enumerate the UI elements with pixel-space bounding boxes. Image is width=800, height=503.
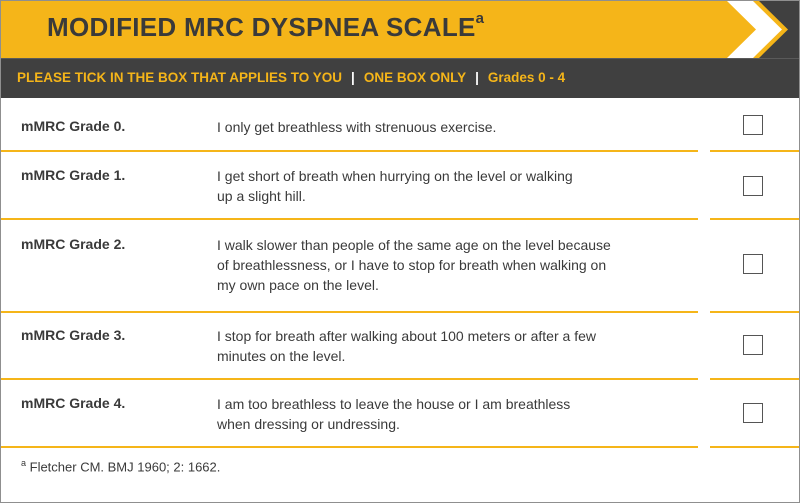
grade-description: I only get breathless with strenuous exercise. — [217, 119, 497, 135]
grade-label: mMRC Grade 4. — [21, 395, 126, 411]
page-title: MODIFIED MRC DYSPNEA SCALE$^a$ — [47, 10, 485, 42]
grade-label: mMRC Grade 1. — [21, 167, 126, 183]
grade-description: I get short of breath when hurrying on the level or walking up a slight hill. — [217, 168, 573, 204]
grade-row-2 — [1, 220, 799, 311]
grade-row-4 — [1, 380, 799, 446]
grade-2-checkbox[interactable] — [743, 254, 763, 274]
grade-description: I am too breathless to leave the house or I am breathless when dressing or undressing. — [217, 396, 571, 432]
grade-row-3 — [1, 313, 799, 378]
grade-label: mMRC Grade 3. — [21, 327, 126, 343]
instruction-tick-box: PLEASE TICK IN THE BOX THAT APPLIES TO YOU — [17, 70, 343, 85]
grade-3-checkbox[interactable] — [743, 335, 763, 355]
grade-description: I stop for breath after walking about 100 meters or after a few minutes on the level. — [217, 328, 596, 364]
grade-1-checkbox[interactable] — [743, 176, 763, 196]
instruction-separator: | — [475, 70, 479, 85]
title-bar — [1, 1, 799, 58]
instruction-one-box: ONE BOX ONLY — [363, 70, 467, 85]
footnote — [21, 458, 220, 474]
instructions-bar — [1, 58, 799, 98]
grade-description: I walk slower than people of the same age on the level because of breathlessness, or I have to stop for breath when walking on my own pace on the level. — [217, 237, 611, 293]
instruction-separator: | — [351, 70, 355, 85]
row-divider — [710, 446, 799, 448]
grade-row-1 — [1, 152, 799, 218]
instruction-grades-range: Grades 0 - 4 — [487, 70, 566, 85]
row-divider — [1, 446, 698, 448]
footnote-citation: Fletcher CM. BMJ 1960; 2: 1662. — [26, 459, 221, 475]
grade-4-checkbox[interactable] — [743, 403, 763, 423]
grade-label: mMRC Grade 2. — [21, 236, 126, 252]
grade-label: mMRC Grade 0. — [21, 118, 126, 134]
footnote-marker: a — [21, 458, 27, 468]
title-footnote-marker: a — [475, 10, 485, 28]
grade-row-0 — [1, 97, 799, 150]
grade-0-checkbox[interactable] — [743, 115, 763, 135]
